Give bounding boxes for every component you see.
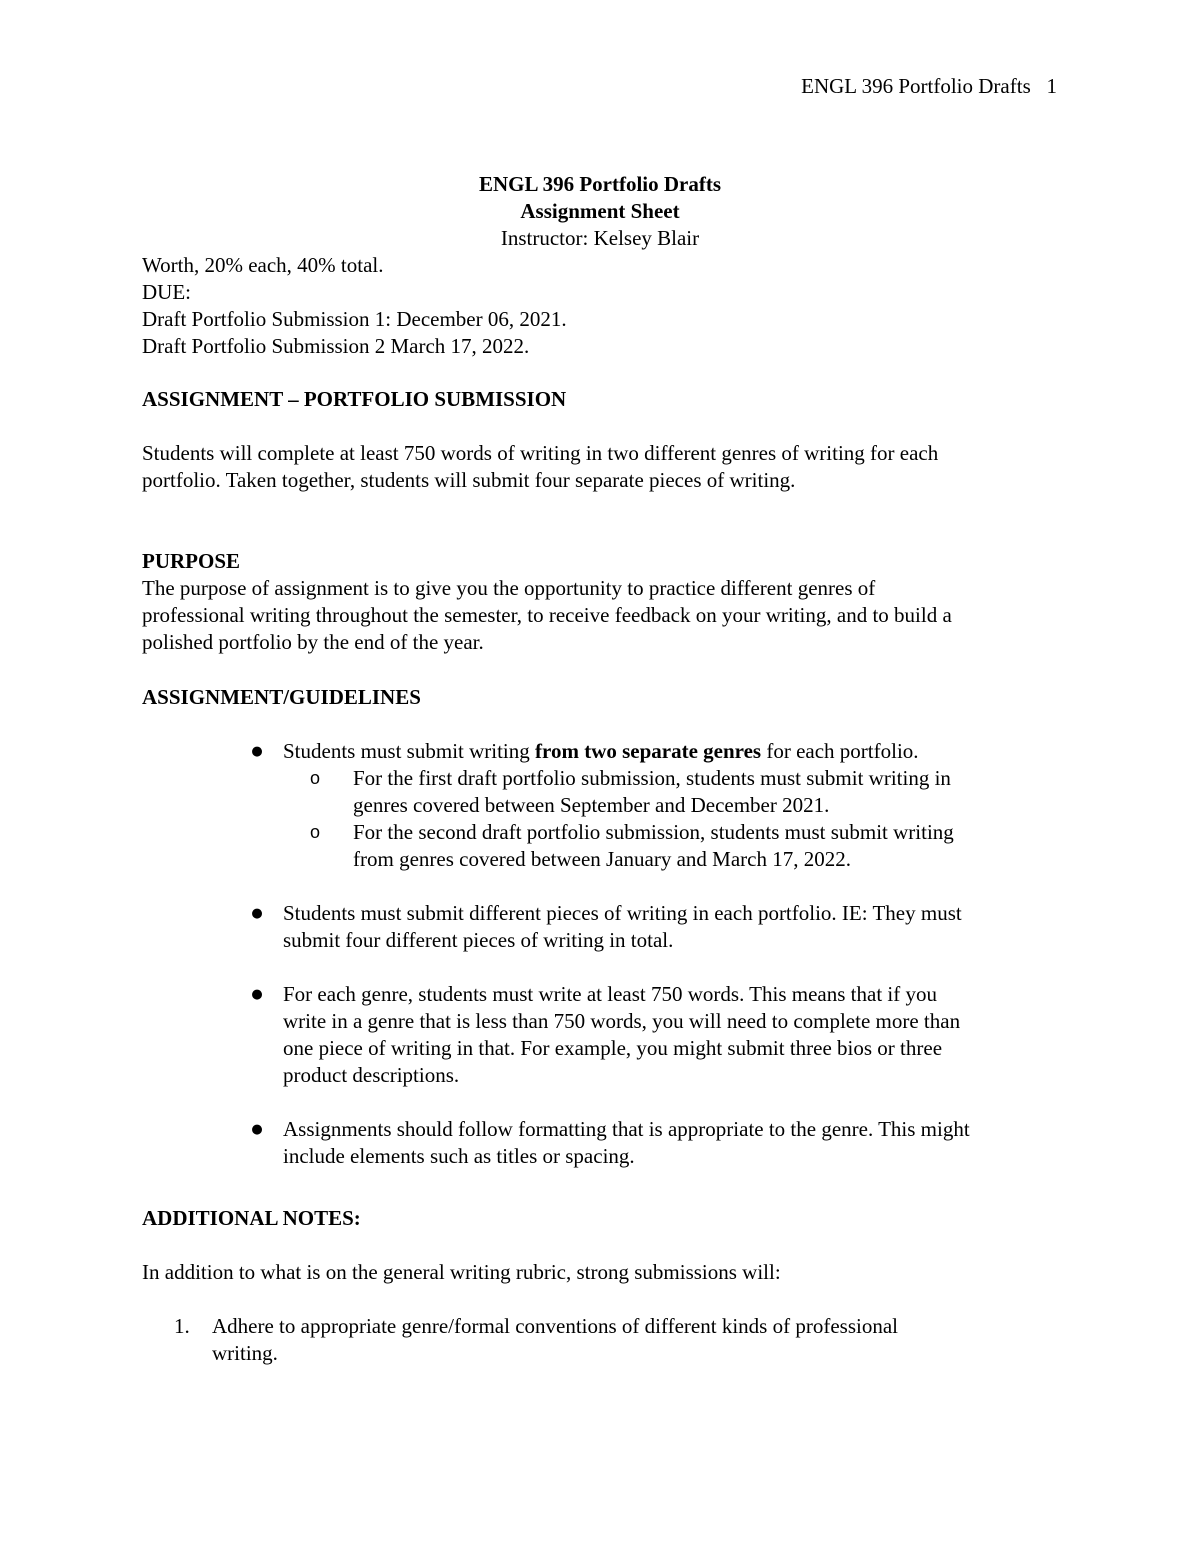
due-line-1: Draft Portfolio Submission 1: December 06, 2021. xyxy=(142,307,567,331)
sub-item-2-line-1: For the second draft portfolio submission, students must submit writing xyxy=(353,820,954,844)
bullet-1-text-bold: from two separate genres xyxy=(535,739,762,763)
instructor-line: Instructor: Kelsey Blair xyxy=(500,226,700,250)
worth-line: Worth, 20% each, 40% total. xyxy=(142,253,384,277)
meta-block xyxy=(142,252,1062,360)
list-item xyxy=(142,1116,1062,1170)
guidelines-heading: ASSIGNMENT/GUIDELINES xyxy=(142,685,421,709)
assignment-section xyxy=(142,386,1062,494)
bullet-1-text-pre: Students must submit writing xyxy=(283,739,536,763)
list-item xyxy=(142,738,1062,765)
document-subtitle: Assignment Sheet xyxy=(520,199,680,223)
assignment-heading: ASSIGNMENT – PORTFOLIO SUBMISSION xyxy=(142,387,567,411)
bullet-4-line-1: Assignments should follow formatting that is appropriate to the genre. This might xyxy=(283,1117,970,1141)
guidelines-list xyxy=(142,738,1062,1170)
sub-item-1-line-2: genres covered between September and December 2021. xyxy=(353,793,830,817)
purpose-heading: PURPOSE xyxy=(142,549,241,573)
list-item xyxy=(142,900,1062,954)
due-label: DUE: xyxy=(142,280,191,304)
running-title: ENGL 396 Portfolio Drafts xyxy=(801,74,1031,98)
bullet-2-line-2: submit four different pieces of writing in total. xyxy=(283,928,674,952)
list-item xyxy=(142,981,1062,1089)
document-title: ENGL 396 Portfolio Drafts xyxy=(478,172,722,196)
bullet-marker: ● xyxy=(251,987,263,1002)
bullet-3-line-2: write in a genre that is less than 750 words, you will need to complete more than xyxy=(283,1009,961,1033)
bullet-marker: ● xyxy=(251,906,263,921)
list-item xyxy=(142,1313,1062,1367)
bullet-3-line-1: For each genre, students must write at least 750 words. This means that if you xyxy=(283,982,937,1006)
additional-notes-heading: ADDITIONAL NOTES: xyxy=(142,1206,361,1230)
page-number: 1 xyxy=(1046,74,1057,98)
bullet-2-line-1: Students must submit different pieces of writing in each portfolio. IE: They must xyxy=(283,901,962,925)
guidelines-heading-block xyxy=(142,684,1062,711)
purpose-text-line-1: The purpose of assignment is to give you the opportunity to practice different genres of xyxy=(142,576,876,600)
sub-item-1-line-1: For the first draft portfolio submission, students must submit writing in xyxy=(353,766,951,790)
sub-item-2-line-2: from genres covered between January and March 17, 2022. xyxy=(353,847,851,871)
numbered-item-1-line-2: writing. xyxy=(212,1341,278,1365)
list-item xyxy=(142,765,1062,819)
bullet-marker: ● xyxy=(251,1122,263,1137)
numbered-marker: 1. xyxy=(174,1314,190,1338)
due-line-2: Draft Portfolio Submission 2 March 17, 2022. xyxy=(142,334,530,358)
purpose-section xyxy=(142,548,1062,656)
running-header xyxy=(801,73,1057,100)
additional-notes-section xyxy=(142,1205,1062,1367)
bullet-3-line-3: one piece of writing in that. For example, you might submit three bios or three xyxy=(283,1036,943,1060)
title-block xyxy=(0,171,1200,252)
additional-notes-intro: In addition to what is on the general writing rubric, strong submissions will: xyxy=(142,1260,781,1284)
bullet-1-text-post: for each portfolio. xyxy=(761,739,919,763)
sub-bullet-marker: o xyxy=(310,822,321,842)
assignment-text-line-2: portfolio. Taken together, students will submit four separate pieces of writing. xyxy=(142,468,796,492)
bullet-marker: ● xyxy=(251,744,263,759)
purpose-text-line-2: professional writing throughout the semester, to receive feedback on your writing, and to build a xyxy=(142,603,952,627)
assignment-text-line-1: Students will complete at least 750 words of writing in two different genres of writing for each xyxy=(142,441,939,465)
bullet-4-line-2: include elements such as titles or spacing. xyxy=(283,1144,635,1168)
sub-bullet-marker: o xyxy=(310,768,321,788)
bullet-3-line-4: product descriptions. xyxy=(283,1063,460,1087)
list-item xyxy=(142,819,1062,873)
numbered-item-1-line-1: Adhere to appropriate genre/formal conventions of different kinds of professional xyxy=(212,1314,898,1338)
purpose-text-line-3: polished portfolio by the end of the year. xyxy=(142,630,484,654)
